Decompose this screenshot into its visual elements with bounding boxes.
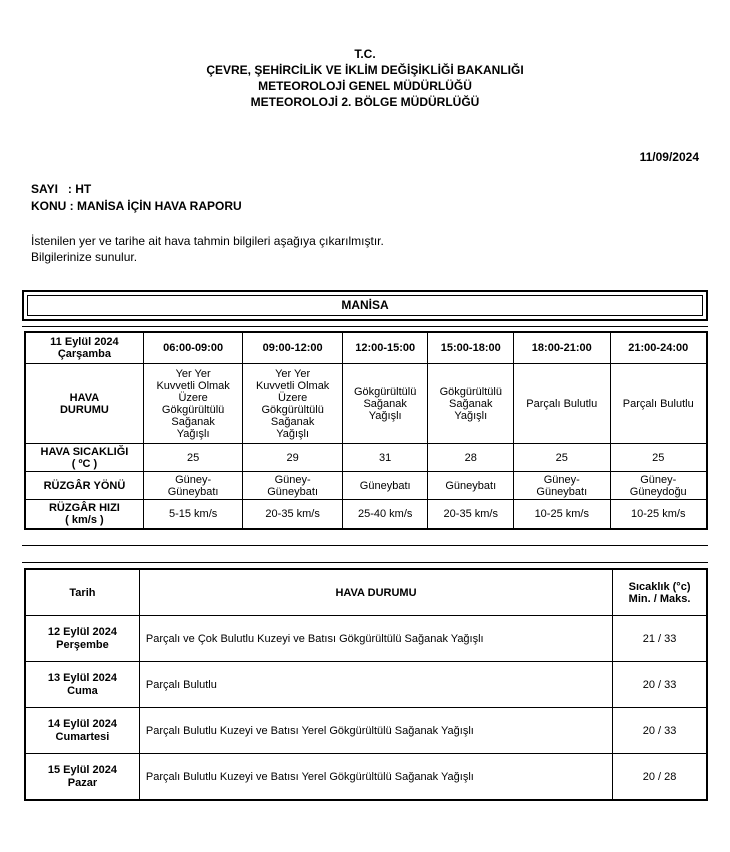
wind-speed-cell: 20-35 km/s [428, 500, 514, 529]
wind-direction-text: Güneybatı [167, 485, 219, 498]
wind-direction-cell [514, 472, 610, 500]
weather-cell [342, 364, 428, 444]
weather-header: HAVA DURUMU [139, 570, 612, 616]
weather-text: Üzere [178, 391, 208, 404]
wind-direction-cell [342, 472, 428, 500]
time-slot-row [26, 333, 707, 364]
temperature-header-line: Min. / Maks. [628, 592, 691, 605]
wind-direction-row [26, 472, 707, 500]
wind-speed-label-line: RÜZGÂR HIZI [48, 502, 120, 514]
sayi-value: HT [75, 182, 92, 196]
sayi-label: SAYI [31, 182, 58, 196]
city-title-box [22, 290, 708, 321]
temperature-cell: 25 [514, 444, 610, 472]
time-slot: 06:00-09:00 [143, 333, 243, 364]
wind-speed-cell: 10-25 km/s [514, 500, 610, 529]
time-slot: 15:00-18:00 [428, 333, 514, 364]
forecast-header-row [26, 570, 707, 616]
forecast-date: 13 Eylül 2024 [47, 671, 117, 684]
weather-cell [514, 364, 610, 444]
sayi-row: SAYI : HT [31, 182, 92, 196]
weather-row [26, 364, 707, 444]
city-title: MANİSA [27, 295, 703, 316]
weather-cell [428, 364, 514, 444]
header-line-directorate: METEOROLOJİ GENEL MÜDÜRLÜĞÜ [258, 79, 472, 93]
header-line-region: METEOROLOJİ 2. BÖLGE MÜDÜRLÜĞÜ [250, 95, 480, 109]
weather-text: Gökgürültülü [439, 385, 502, 398]
wind-direction-cell [610, 472, 707, 500]
wind-direction-text: Güney- [274, 473, 311, 486]
wind-direction-text: Güneybatı [359, 479, 411, 492]
weather-text: Kuvvetli Olmak [255, 379, 330, 392]
weather-text: Üzere [277, 391, 308, 404]
wind-direction-text: Güney- [640, 473, 677, 486]
divider [22, 562, 708, 563]
document-date: 11/09/2024 [639, 150, 699, 164]
weather-text: Parçalı Bulutlu [526, 397, 598, 410]
weather-cell [143, 364, 243, 444]
konu-row: KONU : MANİSA İÇİN HAVA RAPORU [31, 199, 242, 213]
wind-speed-label [26, 500, 144, 529]
weather-text: Yer Yer [275, 367, 311, 380]
forecast-day: Pazar [67, 776, 98, 789]
table-row [26, 708, 707, 754]
table-row [26, 754, 707, 800]
weather-text: Yağışlı [454, 409, 488, 422]
weather-text: Gökgürültülü [353, 385, 417, 398]
weather-text: Yağışlı [368, 409, 402, 422]
forecast-date-cell [26, 708, 140, 754]
forecast-temperature: 20 / 28 [613, 754, 707, 800]
forecast-date-cell [26, 754, 140, 800]
forecast-weather: Parçalı Bulutlu Kuzeyi ve Batısı Yerel Gökgürültülü Sağanak Yağışlı [139, 754, 612, 800]
weather-text: Gökgürültülü [161, 403, 225, 416]
forecast-day: Perşembe [56, 638, 109, 651]
weather-text: Parçalı Bulutlu [622, 397, 694, 410]
weather-label [26, 364, 144, 444]
wind-speed-cell: 25-40 km/s [342, 500, 428, 529]
weather-cell [243, 364, 343, 444]
forecast-date-cell [26, 662, 140, 708]
weather-cell [610, 364, 707, 444]
weather-label-line: DURUMU [59, 403, 109, 416]
wind-speed-row [26, 500, 707, 529]
konu-value: MANİSA İÇİN HAVA RAPORU [77, 199, 242, 213]
temperature-header [613, 570, 707, 616]
weather-text: Kuvvetli Olmak [156, 379, 230, 392]
today-date-cell [26, 333, 144, 364]
forecast-weather: Parçalı Bulutlu Kuzeyi ve Batısı Yerel Gökgürültülü Sağanak Yağışlı [139, 708, 612, 754]
wind-speed-cell: 10-25 km/s [610, 500, 707, 529]
forecast-day: Cumartesi [55, 730, 110, 743]
wind-direction-text: Güneybatı [267, 485, 319, 498]
forecast-weather: Parçalı ve Çok Bulutlu Kuzeyi ve Batısı Gökgürültülü Sağanak Yağışlı [139, 616, 612, 662]
temperature-label-line: ( ºC ) [71, 457, 98, 470]
time-slot: 12:00-15:00 [342, 333, 428, 364]
forecast-date-cell [26, 616, 140, 662]
wind-direction-label: RÜZGÂR YÖNÜ [26, 472, 144, 500]
wind-direction-text: Güneybatı [445, 479, 497, 492]
wind-direction-text: Güney- [543, 473, 580, 486]
konu-label: KONU [31, 199, 67, 213]
temperature-row [26, 444, 707, 472]
wind-direction-cell [428, 472, 514, 500]
forecast-date: 12 Eylül 2024 [47, 625, 117, 638]
weather-text: Yağışlı [276, 427, 310, 440]
forecast-weather: Parçalı Bulutlu [139, 662, 612, 708]
today-forecast-table [25, 332, 707, 529]
table-row [26, 662, 707, 708]
intro-line-1: İstenilen yer ve tarihe ait hava tahmin bilgileri aşağıya çıkarılmıştır. [31, 234, 384, 248]
temperature-cell: 25 [610, 444, 707, 472]
today-day: Çarşamba [57, 348, 112, 360]
temperature-label [26, 444, 144, 472]
wind-speed-cell: 20-35 km/s [243, 500, 343, 529]
weather-text: Yer Yer [175, 367, 211, 380]
wind-direction-cell [143, 472, 243, 500]
wind-direction-text: Güneydoğu [629, 485, 687, 498]
divider [22, 545, 708, 546]
forecast-date: 14 Eylül 2024 [47, 717, 117, 730]
forecast-day: Cuma [67, 684, 98, 697]
document-meta [31, 181, 242, 215]
forecast-temperature: 20 / 33 [613, 662, 707, 708]
forecast-date: 15 Eylül 2024 [47, 763, 117, 776]
forecast-temperature: 20 / 33 [613, 708, 707, 754]
header-line-tc: T.C. [354, 47, 376, 61]
time-slot: 09:00-12:00 [243, 333, 343, 364]
time-slot: 18:00-21:00 [514, 333, 610, 364]
temperature-cell: 25 [143, 444, 243, 472]
temperature-cell: 31 [342, 444, 428, 472]
divider [22, 326, 708, 327]
today-date: 11 Eylül 2024 [50, 336, 119, 348]
weather-text: Sağanak [171, 415, 215, 428]
wind-direction-cell [243, 472, 343, 500]
forecast-temperature: 21 / 33 [613, 616, 707, 662]
weather-text: Yağışlı [176, 427, 210, 440]
document-header [0, 46, 730, 110]
header-line-ministry: ÇEVRE, ŞEHİRCİLİK VE İKLİM DEĞİŞİKLİĞİ BAKANLIĞI [206, 63, 524, 77]
temperature-header-line: Sıcaklık (°c) [628, 580, 691, 593]
wind-direction-text: Güneybatı [536, 485, 588, 498]
multi-day-forecast-table [25, 569, 707, 800]
temperature-label-line: HAVA SICAKLIĞI [40, 445, 129, 458]
temperature-cell: 28 [428, 444, 514, 472]
temperature-cell: 29 [243, 444, 343, 472]
weather-text: Gökgürültülü [261, 403, 324, 416]
wind-speed-label-line: ( km/s ) [65, 514, 104, 526]
date-header: Tarih [26, 570, 140, 616]
weather-text: Sağanak [363, 397, 407, 410]
weather-text: Sağanak [270, 415, 315, 428]
weather-label-line: HAVA [69, 391, 100, 404]
intro-line-2: Bilgilerinize sunulur. [31, 250, 138, 264]
weather-text: Sağanak [449, 397, 493, 410]
table-row [26, 616, 707, 662]
intro-text [31, 233, 384, 265]
wind-direction-text: Güney- [175, 473, 212, 486]
wind-speed-cell: 5-15 km/s [143, 500, 243, 529]
time-slot: 21:00-24:00 [610, 333, 707, 364]
